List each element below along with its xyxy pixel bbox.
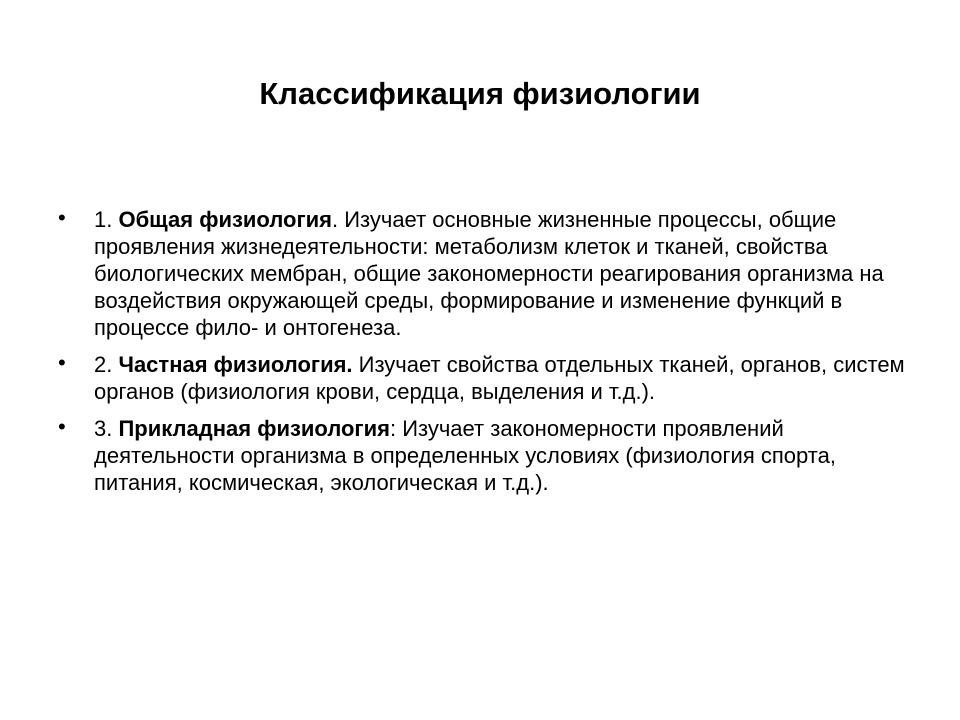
item-heading: Прикладная физиология [118, 416, 390, 441]
bullet-icon: • [58, 350, 66, 375]
item-number: 3. [94, 416, 113, 441]
item-number: 2. [94, 352, 113, 377]
bullet-icon: • [58, 414, 66, 439]
item-text: : Изучает закономерности проявлений деятельности организма в определенных условиях (физиология спорта, питания, космическая, экологическая и т.д.). [94, 416, 836, 495]
list-item [58, 205, 914, 341]
item-text: Изучает свойства отдельных тканей, органов, систем органов (физиология крови, сердца, выделения и т.д.). [94, 352, 905, 404]
item-heading: Общая физиология [118, 207, 332, 232]
item-heading: Частная физиология. [118, 352, 353, 377]
bullet-icon: • [58, 205, 66, 230]
list-item [58, 350, 914, 405]
list-item [58, 414, 914, 496]
item-text: . Изучает основные жизненные процессы, общие проявления жизнедеятельности: метаболизм клеток и тканей, свойства биологических мембран, общие закономерности реагирования организма на воздействия окружающей среды, формирование и изменение функций в процессе фило- и онтогенеза. [94, 207, 884, 340]
item-number: 1. [94, 207, 113, 232]
bullet-list [58, 205, 914, 506]
slide-title: Классификация физиологии [259, 76, 701, 111]
